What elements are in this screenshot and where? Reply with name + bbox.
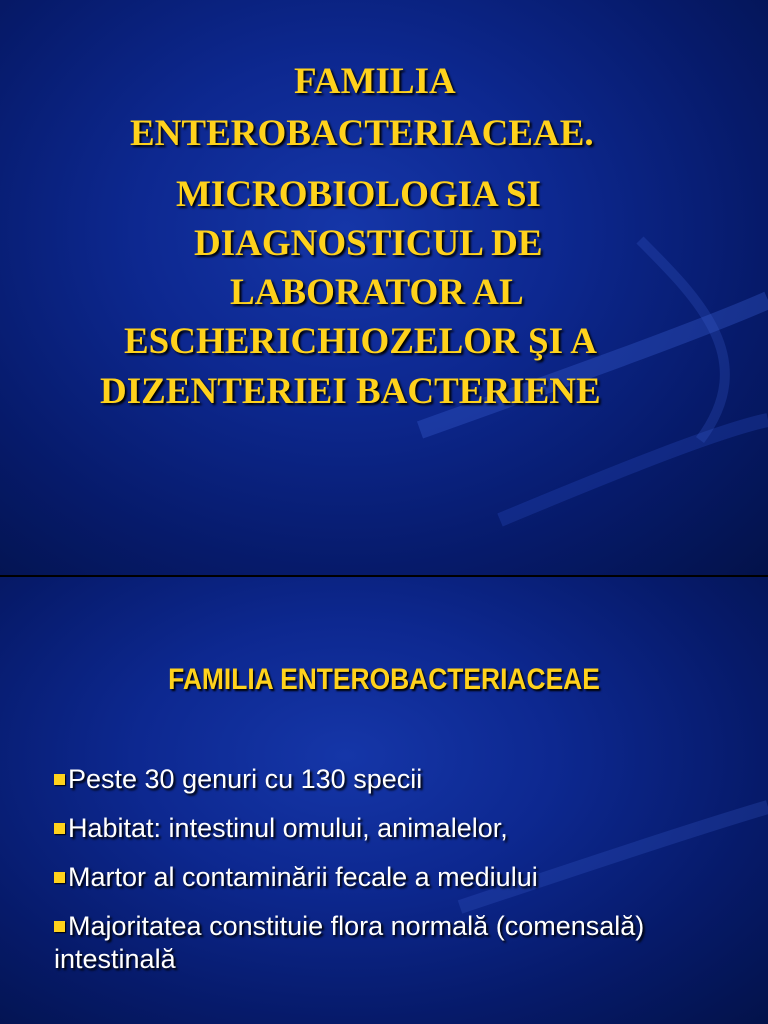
bullet-text: Martor al contaminării fecale a mediului xyxy=(68,862,538,892)
bullet-list xyxy=(54,763,744,992)
title-line: ENTEROBACTERIACEAE. xyxy=(130,113,594,154)
title-line: DIZENTERIEI BACTERIENE xyxy=(100,371,601,412)
title-line: DIAGNOSTICUL DE xyxy=(194,223,543,264)
title-line: ESCHERICHIOZELOR ŞI A xyxy=(124,321,597,362)
slide-2-title: FAMILIA ENTEROBACTERIACEAE xyxy=(168,663,600,696)
bullet-text: Habitat: intestinul omului, animalelor, xyxy=(68,813,508,843)
square-bullet-icon xyxy=(54,921,65,932)
bullet-text: Majoritatea constituie flora normală (comensală) intestinală xyxy=(54,911,645,974)
square-bullet-icon xyxy=(54,872,65,883)
title-line: LABORATOR AL xyxy=(230,272,524,313)
square-bullet-icon xyxy=(54,823,65,834)
list-item xyxy=(54,763,744,796)
title-line: FAMILIA xyxy=(294,61,456,102)
slide-2 xyxy=(0,577,768,1024)
list-item xyxy=(54,910,744,976)
title-line: MICROBIOLOGIA SI xyxy=(176,174,541,215)
square-bullet-icon xyxy=(54,774,65,785)
list-item xyxy=(54,861,744,894)
list-item xyxy=(54,812,744,845)
bullet-text: Peste 30 genuri cu 130 specii xyxy=(68,764,423,794)
